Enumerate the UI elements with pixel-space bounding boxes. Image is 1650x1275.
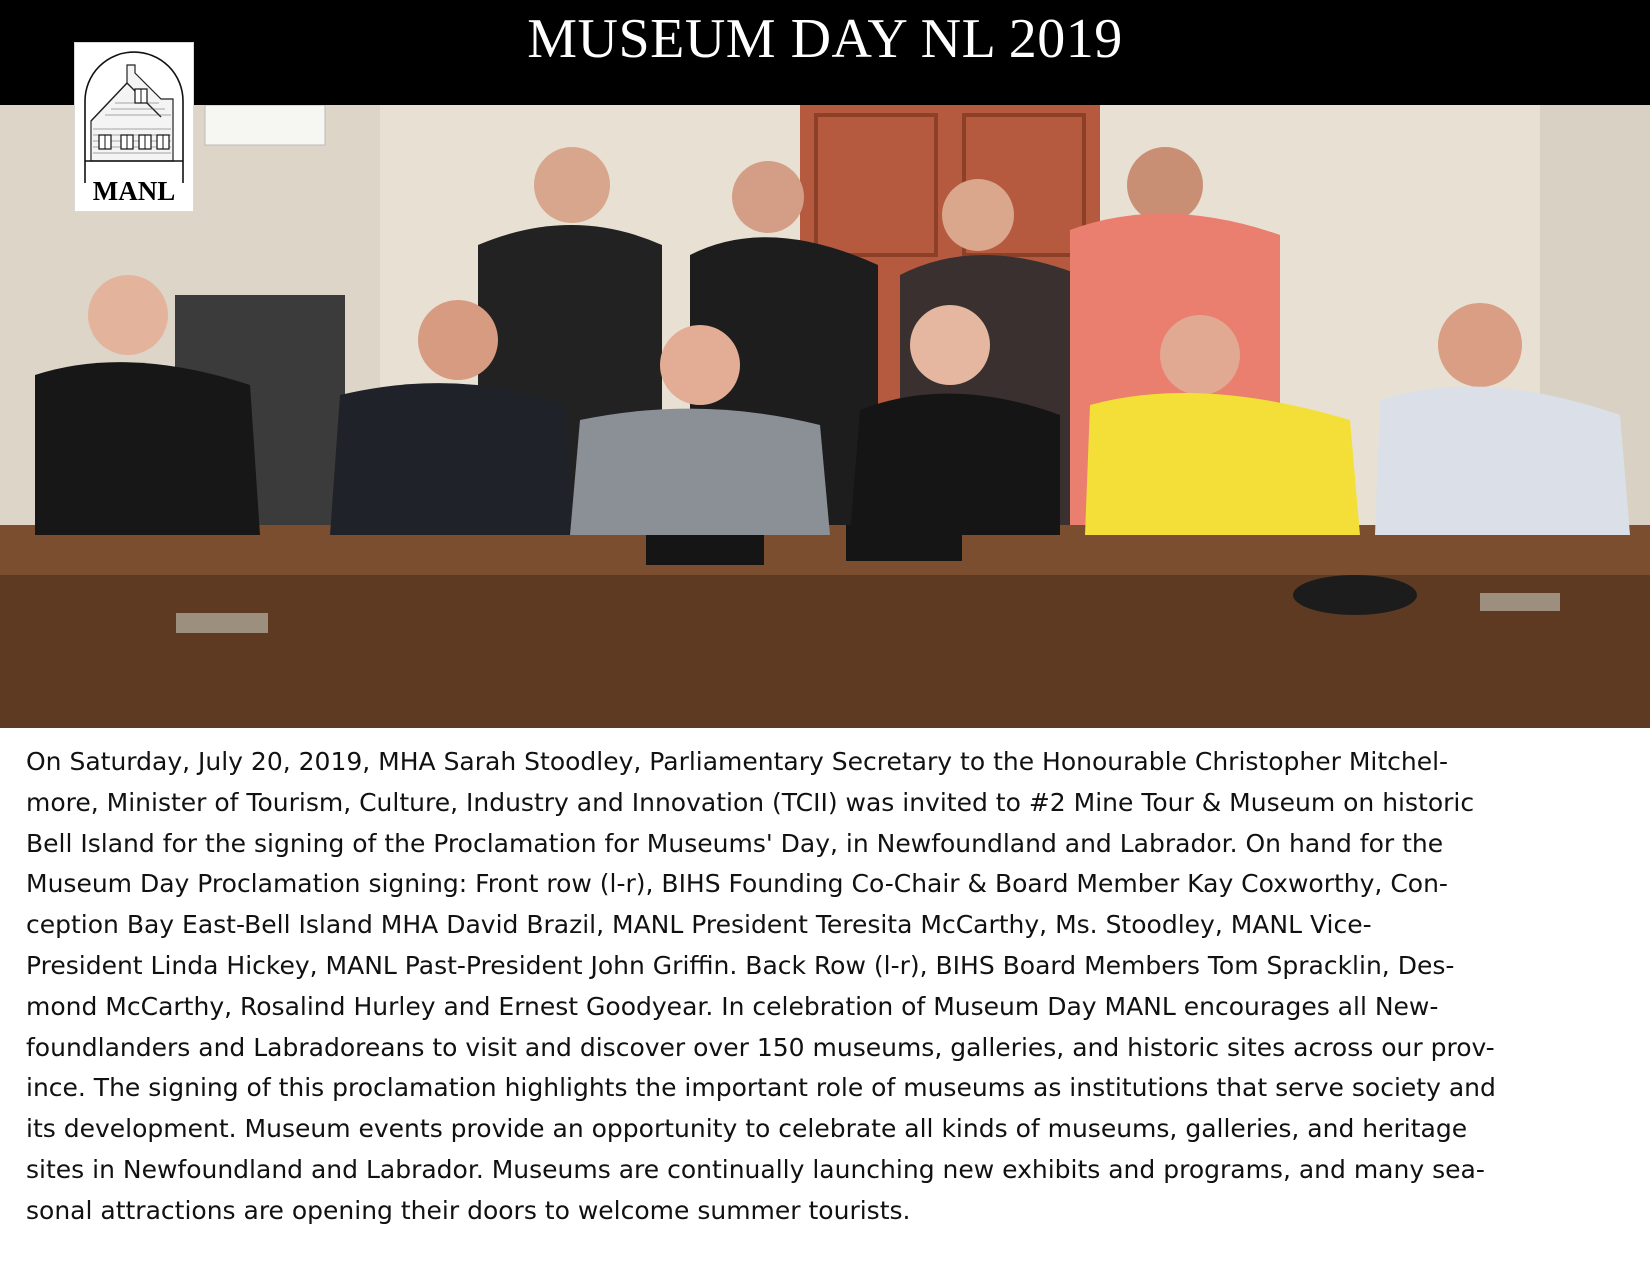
manl-logo xyxy=(74,42,194,212)
caption-line: ince. The signing of this proclamation highlights the important role of museums as institutions that serve society and xyxy=(26,1073,1496,1103)
caption-line: sites in Newfoundland and Labrador. Museums are continually launching new exhibits and programs, and many sea- xyxy=(26,1154,1485,1184)
caption-line: foundlanders and Labradoreans to visit and discover over 150 museums, galleries, and historic sites across our prov- xyxy=(26,1032,1495,1062)
caption-line: its development. Museum events provide an opportunity to celebrate all kinds of museums, galleries, and heritage xyxy=(26,1114,1468,1144)
header-bar xyxy=(0,0,1650,105)
caption-line: Bell Island for the signing of the Proclamation for Museums' Day, in Newfoundland and Labrador. On hand for the xyxy=(26,828,1444,858)
group-photo-icon xyxy=(0,105,1650,728)
caption-line: sonal attractions are opening their doors to welcome summer tourists. xyxy=(26,1195,911,1225)
logo-text: MANL xyxy=(92,176,176,206)
caption-line: President Linda Hickey, MANL Past-President John Griffin. Back Row (l-r), BIHS Board Members Tom Spracklin, Des- xyxy=(26,950,1455,980)
caption-line: more, Minister of Tourism, Culture, Industry and Innovation (TCII) was invited to #2 Mine Tour & Museum on historic xyxy=(26,787,1475,817)
historic-house-icon xyxy=(75,43,193,183)
caption-line: ception Bay East-Bell Island MHA David Brazil, MANL President Teresita McCarthy, Ms. Stoodley, MANL Vice- xyxy=(26,910,1372,940)
caption-line: Museum Day Proclamation signing: Front row (l-r), BIHS Founding Co-Chair & Board Member Kay Coxworthy, Con- xyxy=(26,869,1448,899)
caption-line: On Saturday, July 20, 2019, MHA Sarah Stoodley, Parliamentary Secretary to the Honourable Christopher Mitchel- xyxy=(26,747,1449,776)
caption-line: mond McCarthy, Rosalind Hurley and Ernest Goodyear. In celebration of Museum Day MANL encourages all New- xyxy=(26,991,1439,1021)
group-photo xyxy=(0,105,1650,728)
page-title: MUSEUM DAY NL 2019 xyxy=(527,8,1123,70)
caption-paragraph xyxy=(26,742,1630,1232)
